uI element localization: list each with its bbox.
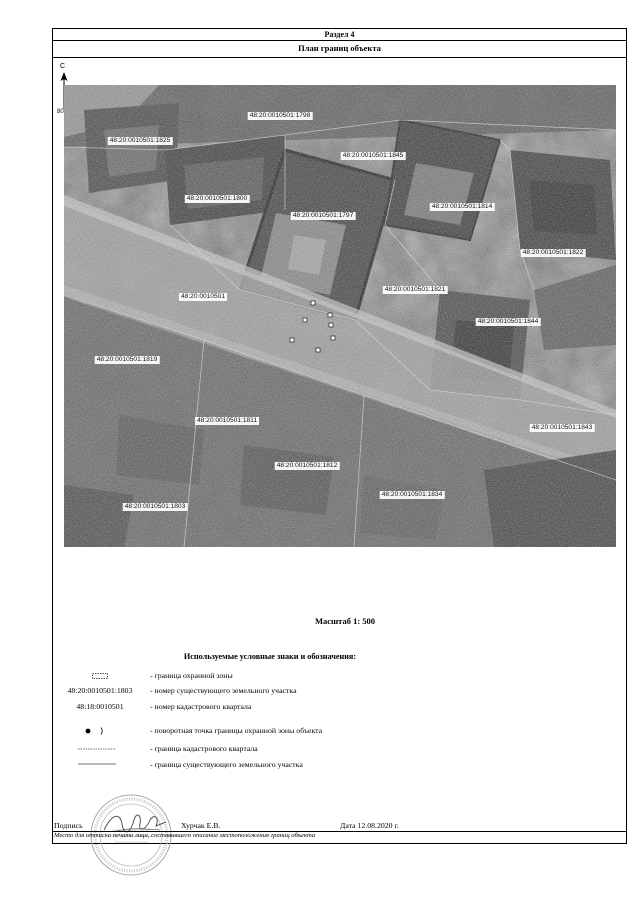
document-date: Дата 12.08.2020 г. — [340, 821, 399, 830]
signer-name: Хурчак Е.В. — [181, 821, 221, 830]
title-divider — [52, 57, 627, 58]
quarter-label: 48:20:0010501 — [180, 293, 226, 300]
legend-desc: - граница кадастрового квартала — [150, 744, 258, 753]
legend-desc: - номер кадастрового квартала — [150, 702, 252, 711]
parcel-label: 48:20:0010501:1814 — [431, 203, 493, 210]
legend-desc: - граница существующего земельного участка — [150, 760, 303, 769]
parcel-label: 48:20:0010501:1800 — [186, 195, 248, 202]
page-title: План границ объекта — [298, 43, 381, 53]
section-heading: Раздел 4 — [324, 30, 355, 39]
parcel-label: 48:20:0010501:1845 — [342, 152, 404, 159]
legend-desc: - номер существующего земельного участка — [150, 686, 297, 695]
legend-desc: - граница охранной зоны — [150, 671, 233, 680]
parcel-label: 48:20:0010501:1798 — [249, 112, 311, 119]
map-scale: Масштаб 1: 500 — [314, 616, 376, 626]
parcel-label: 48:20:0010501:1812 — [276, 462, 338, 469]
parcel-label: 48:20:0010501:1797 — [292, 212, 354, 219]
turning-point-icon — [84, 726, 106, 736]
north-arrow-number: 80 — [57, 109, 64, 115]
parcel-label: 48:20:0010501:1811 — [196, 417, 258, 424]
parcel-label: 48:20:0010501:1821 — [384, 286, 446, 293]
dashed-line-icon — [78, 747, 116, 751]
stamp-note: Место для оттиска печати лица, составившего описание местоположения границ объекта — [54, 832, 316, 839]
hatched-rect-icon — [92, 673, 108, 679]
parcel-label: 48:20:0010501:1843 — [531, 424, 593, 431]
parcel-label: 48:20:0010501:1803 — [124, 503, 186, 510]
parcel-label: 48:20:0010501:1819 — [96, 356, 158, 363]
parcel-label: 48:20:0010501:1844 — [477, 318, 539, 325]
signature-label: Подпись — [54, 821, 83, 830]
header-divider — [52, 40, 627, 41]
parcel-label: 48:20:0010501:1834 — [381, 491, 443, 498]
north-arrow-letter: С — [60, 63, 66, 70]
legend-code: 48:20:0010501:1803 — [67, 686, 133, 695]
solid-line-icon — [78, 762, 116, 766]
legend-heading: Используемые условные знаки и обозначения: — [183, 652, 357, 661]
satellite-map — [64, 85, 616, 547]
legend-code: 48:18:0010501 — [76, 702, 124, 711]
legend-desc: - поворотная точка границы охранной зоны объекта — [150, 726, 323, 735]
parcel-label: 48:20:0010501:1825 — [109, 137, 171, 144]
parcel-label: 48:20:0010501:1822 — [522, 249, 584, 256]
